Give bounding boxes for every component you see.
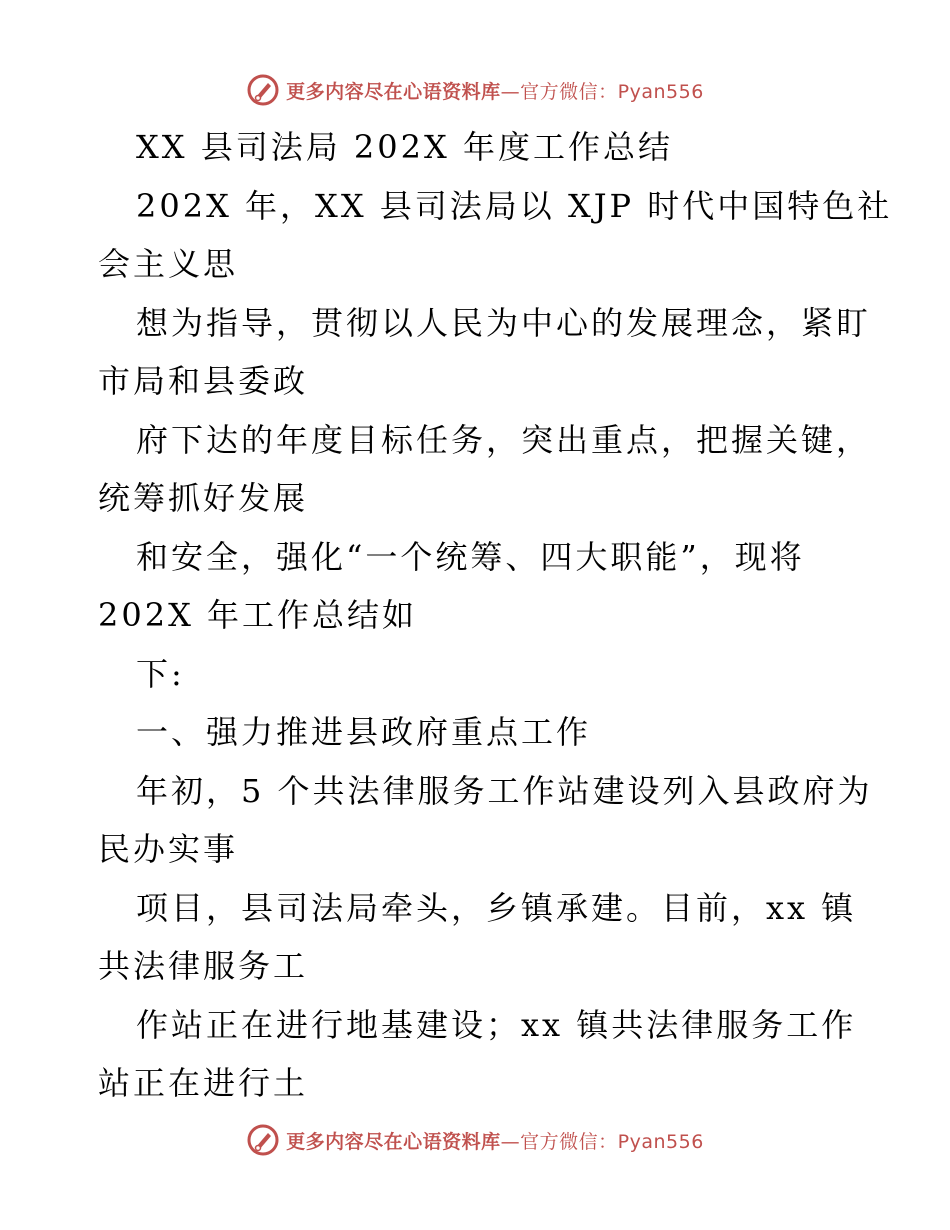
text-line: 作站正在进行地基建设；xx 镇共法律服务工作 bbox=[136, 1005, 857, 1044]
pen-nib-logo-icon bbox=[246, 73, 280, 107]
document-body bbox=[98, 118, 893, 1113]
text-line: 202X 年，XX 县司法局以 XJP 时代中国特色社 bbox=[136, 186, 893, 225]
pen-nib-logo-icon bbox=[246, 1123, 280, 1157]
text-line: 202X 年工作总结如 bbox=[98, 596, 418, 634]
text-line: 年初，5 个共法律服务工作站建设列入县政府为 bbox=[136, 771, 873, 810]
text-line: 统筹抓好发展 bbox=[98, 479, 309, 517]
text-line: 民办实事 bbox=[98, 830, 239, 868]
watermark-main: 更多内容尽在心语资料库 bbox=[286, 80, 501, 103]
text-line: 共法律服务工 bbox=[98, 947, 309, 985]
text-line: 会主义思 bbox=[98, 245, 239, 283]
watermark-tail: —官方微信：Pyan556 bbox=[500, 80, 704, 103]
watermark-main: 更多内容尽在心语资料库 bbox=[286, 1130, 501, 1153]
text-line: 一、强力推进县政府重点工作 bbox=[136, 713, 592, 751]
text-line: 站正在进行土 bbox=[98, 1064, 309, 1102]
watermark-tail: —官方微信：Pyan556 bbox=[500, 1130, 704, 1153]
watermark-text bbox=[286, 77, 704, 104]
header-watermark bbox=[0, 68, 950, 112]
text-line: 和安全，强化“一个统筹、四大职能”，现将 bbox=[136, 537, 805, 576]
text-line: 市局和县委政 bbox=[98, 362, 309, 400]
watermark-text bbox=[286, 1127, 704, 1154]
text-line: 府下达的年度目标任务，突出重点，把握关键， bbox=[136, 420, 872, 459]
text-line: 想为指导，贯彻以人民为中心的发展理念，紧盯 bbox=[136, 303, 872, 342]
text-line: 下: bbox=[136, 654, 185, 693]
text-line: XX 县司法局 202X 年度工作总结 bbox=[136, 128, 673, 166]
text-line: 项目，县司法局牵头，乡镇承建。目前，xx 镇 bbox=[136, 888, 857, 927]
footer-watermark bbox=[0, 1118, 950, 1162]
